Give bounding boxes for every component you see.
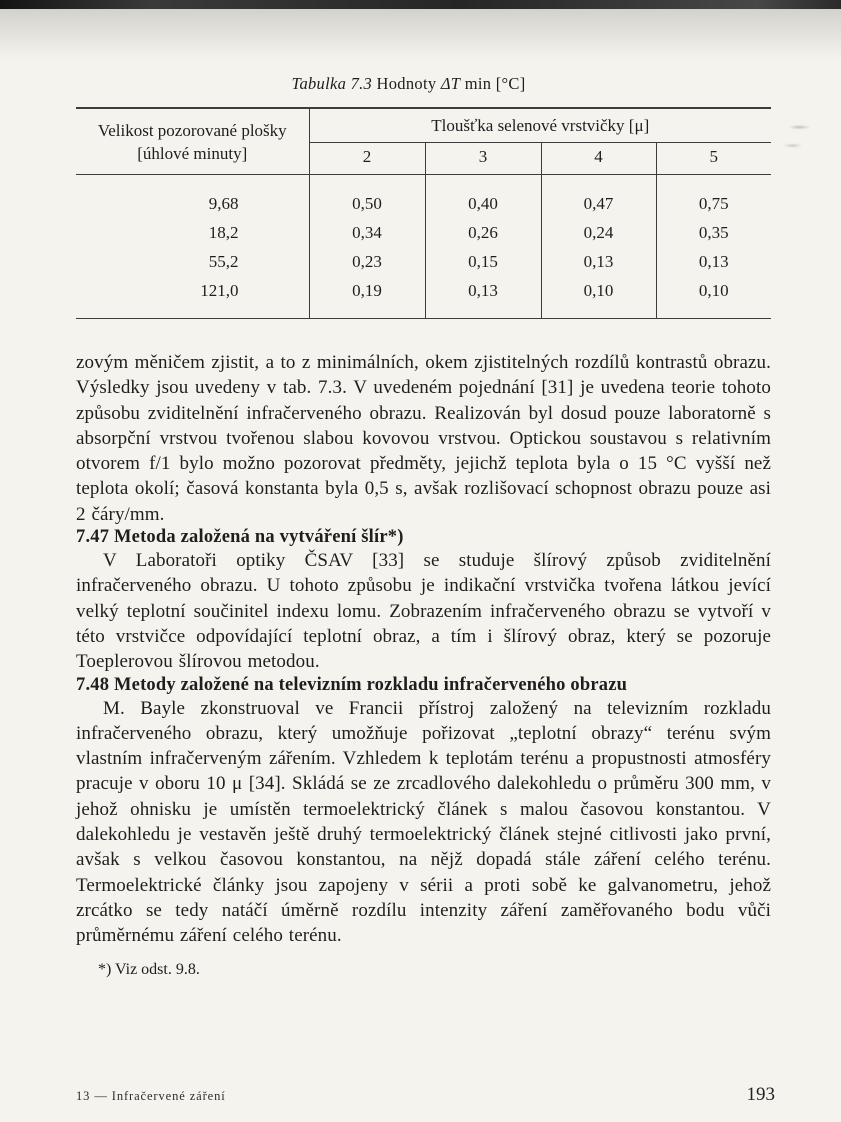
table-cell: 0,24 — [541, 219, 656, 248]
table-cell: 0,23 — [309, 248, 425, 277]
table-cell: 0,34 — [309, 219, 425, 248]
subcolumn-header-5: 5 — [656, 143, 771, 175]
page-footer — [76, 1084, 775, 1106]
table-header-row-1 — [76, 108, 771, 143]
table-cell: 18,2 — [76, 219, 309, 248]
table-cell: 0,10 — [656, 277, 771, 319]
table-row — [76, 248, 771, 277]
section-heading-7-48: 7.48 Metody založené na televizním rozkladu infračerveného obrazu — [76, 674, 628, 695]
table-row — [76, 277, 771, 319]
table-caption-label: Tabulka 7.3 — [291, 74, 373, 93]
table-cell: 0,35 — [656, 219, 771, 248]
table-caption — [76, 74, 741, 94]
column-group-header: Tloušťka selenové vrstvičky [μ] — [309, 108, 771, 143]
table-cell: 0,47 — [541, 175, 656, 220]
subcolumn-header-4: 4 — [541, 143, 656, 175]
table-cell: 0,13 — [656, 248, 771, 277]
table-caption-text-b: min [°C] — [460, 74, 526, 93]
table-cell: 121,0 — [76, 277, 309, 319]
table-cell: 0,19 — [309, 277, 425, 319]
paragraph-section-7-47: V Laboratoři optiky ČSAV [33] se studuje šlírový způsob zviditelnění infračerveného obrazu. U tohoto způsobu je indikační vrstvička tvořena látkou jevící velký teplotní součinitel indexu lomu. Zobrazením infračerveného obrazu se vytvoří v této vrstvičce odpovídající teplotní obraz, a tím i šlírový obraz, který se pozoruje Toeplerovou šlírovou metodou. — [76, 550, 771, 673]
table-cell: 55,2 — [76, 248, 309, 277]
table-header — [76, 108, 771, 175]
table-cell: 0,13 — [425, 277, 541, 319]
table-body — [76, 175, 771, 319]
table-cell: 0,26 — [425, 219, 541, 248]
footnote: *) Viz odst. 9.8. — [98, 960, 200, 978]
paragraph-section-7-48: M. Bayle zkonstruoval ve Francii přístroj založený na televizním rozkladu infračerveného obrazu, který umožňuje pořizovat „teplotní obrazy“ terénu svým vlastním infračerveným zářením. Vzhledem k teplotám terénu a propustnosti atmosféry pracuje v oboru 10 μ [34]. Skládá se ze zrcadlového dalekohledu o průměru 300 mm, v jehož ohnisku je umístěn termoelektrický článek s malou časovou konstantou. V dalekohledu je vestavěn ještě druhý termoelektrický článek stejné citlivosti jako první, avšak s velkou časovou konstantou, na nějž dopadá stále záření celého terénu. Termoelektrické články jsou zapojeny v sérii a proti sobě ke galvanometru, jehož zrcátko se tedy natáčí úměrně rozdílu intenzity záření zaměřovaného bodu vůči průměrnému záření celého terénu. — [76, 697, 771, 947]
footer-signature: 13 — Infračervené záření — [76, 1089, 226, 1103]
table-caption-text-a: Hodnoty — [372, 74, 441, 93]
section-heading-7-47: 7.47 Metoda založená na vytváření šlír*) — [76, 527, 404, 548]
table-row — [76, 175, 771, 220]
table-cell: 0,10 — [541, 277, 656, 319]
table-cell: 9,68 — [76, 175, 309, 220]
table-cell: 0,75 — [656, 175, 771, 220]
table-row — [76, 219, 771, 248]
paragraph-continuation: zovým měničem zjistit, a to z minimálních, okem zjistitelných rozdílů kontrastů obrazu. Výsledky jsou uvedeny v tab. 7.3. V uvedeném pojednání [31] je uvedena teorie tohoto způsobu zviditelnění infračerveného obrazu. Realizován byl dosud pouze laboratorně s absorpční vrstvou tvořenou slabou kovovou vrstvou. Optickou soustavou s relativním otvorem f/1 bylo možno pozorovat předměty, jejichž teplota byla o 15 °C vyšší než teplota okolí; časová konstanta byla 0,5 s, avšak rozlišovací schopnost obrazu pouze asi 2 čáry/mm. — [76, 352, 771, 525]
data-table — [76, 107, 771, 319]
table-cell: 0,40 — [425, 175, 541, 220]
subcolumn-header-2: 2 — [309, 143, 425, 175]
subcolumn-header-3: 3 — [425, 143, 541, 175]
table-cell: 0,13 — [541, 248, 656, 277]
page-number: 193 — [746, 1084, 775, 1105]
table-cell: 0,50 — [309, 175, 425, 220]
table-caption-symbol: ΔT — [440, 74, 461, 93]
column-header-plocha: Velikost pozorované plošky [úhlové minuty] — [76, 108, 309, 175]
table-cell: 0,15 — [425, 248, 541, 277]
